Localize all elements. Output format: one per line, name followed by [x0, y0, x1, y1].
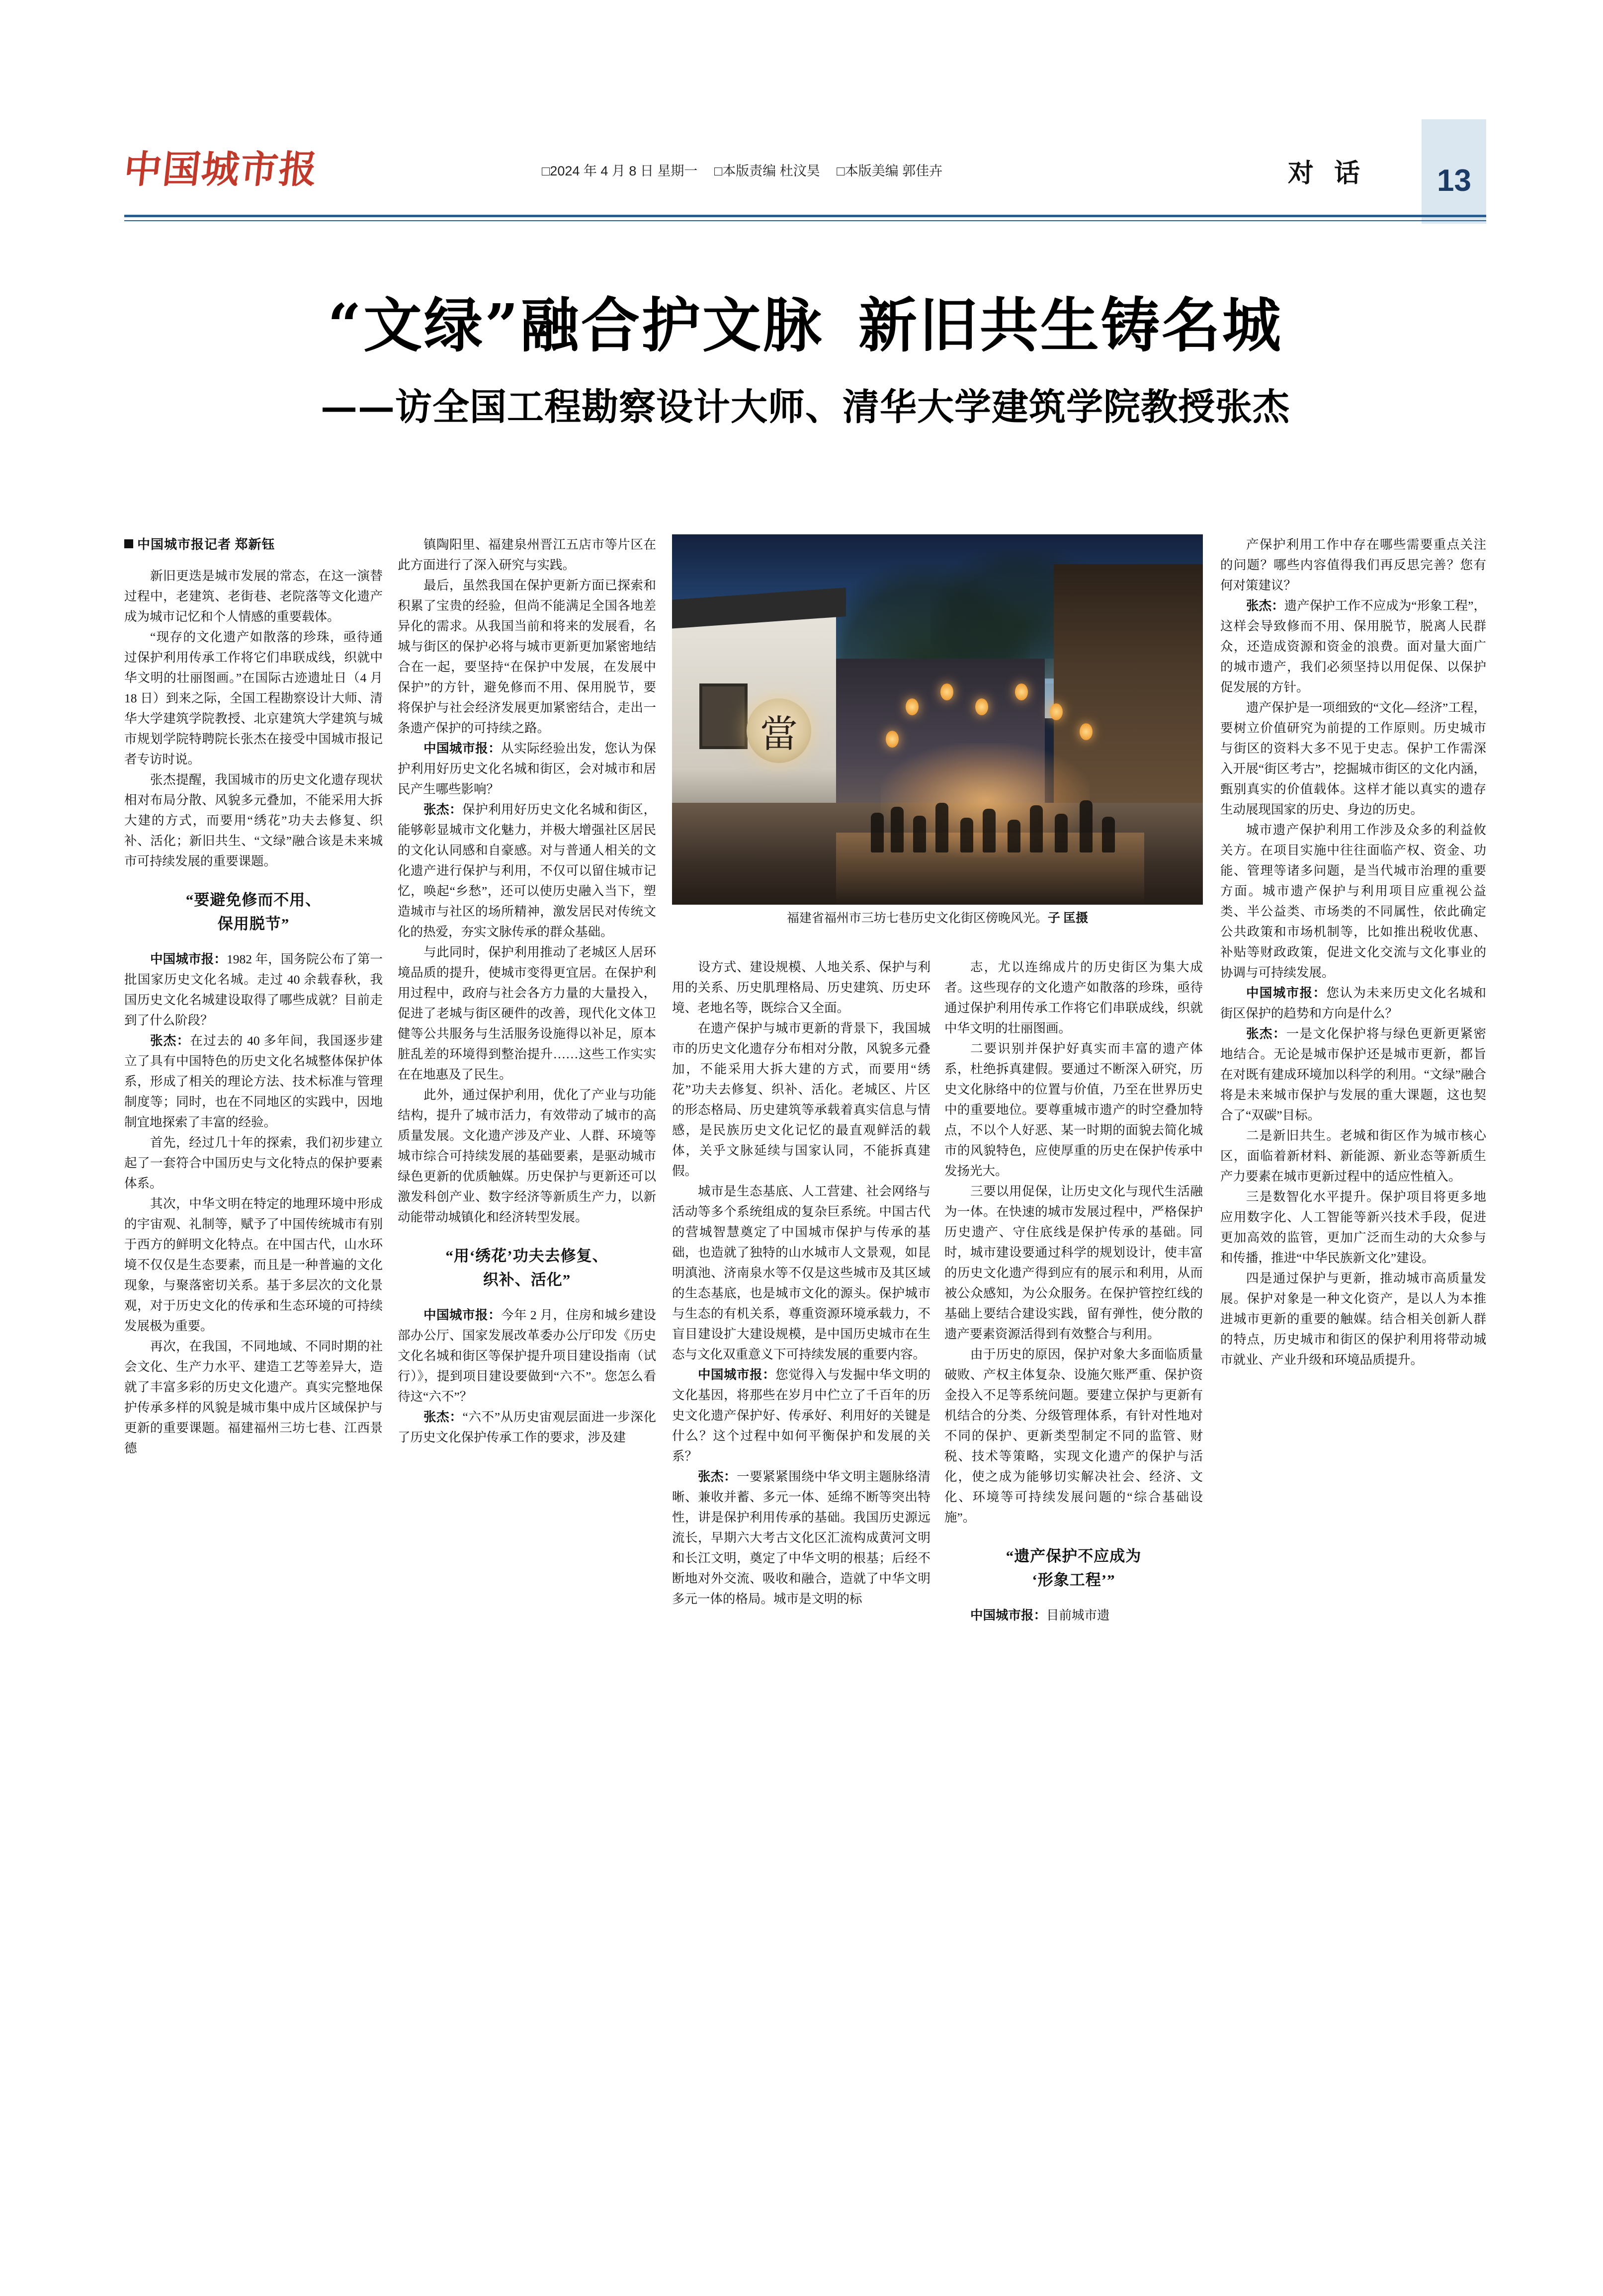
article-column-5	[1220, 534, 1486, 1370]
paragraph: 中国城市报：从实际经验出发，您认为保护利用好历史文化名城和街区，会对城市和居民产生哪些影响？	[398, 741, 656, 796]
photo-person	[1055, 814, 1068, 852]
photo-caption	[672, 908, 1203, 926]
page-title	[124, 278, 1486, 363]
photo-person	[913, 816, 926, 852]
photo-lantern-icon	[886, 731, 899, 748]
photo-lantern-icon	[1050, 703, 1063, 720]
photo-lantern-icon	[1080, 723, 1093, 740]
photo-person	[960, 818, 973, 852]
paragraph: 再次，在我国，不同地域、不同时期的社会文化、生产力水平、建造工艺等差异大，造就了丰富多彩的历史文化遗产。真实完整地保护传承多样的风貌是城市集中成片区域保护与更新的重要课题。福建福州三坊七巷、江西景德	[124, 1339, 383, 1455]
headline-part-2: 新旧共生铸名城	[858, 291, 1283, 360]
paragraph: 志，尤以连绵成片的历史街区为集大成者。这些现存的文化遗产如散落的珍珠，亟待通过保护利用传承工作将它们串联成线，织就中华文明的壮丽图画。	[944, 960, 1203, 1035]
paragraph: 张杰：保护利用好历史文化名城和街区，能够彰显城市文化魅力，并极大增强社区居民的文化认同感和自豪感。对与普通人相关的文化遗产进行保护与利用，不仅可以留住城市记忆，唤起“乡愁”，还可以使历史融入当下，塑造城市与社区的场所精神，激发居民对传统文化的热爱，夯实文脉传承的群众基础。	[398, 802, 656, 939]
photo-crowd	[861, 768, 1119, 852]
page-number: 13	[1437, 164, 1471, 198]
paragraph: 张杰：“六不”从历史宙观层面进一步深化了历史文化保护传承工作的要求，涉及建	[398, 1410, 656, 1445]
paragraph: 城市是生态基底、人工营建、社会网络与活动等多个系统组成的复杂巨系统。中国古代的营城智慧奠定了中国城市保护与传承的基础，也造就了独特的山水城市人文景观，如昆明滇池、济南泉水等不仅是这些城市及其区域的生态基底，也是城市文化的源头。保护城市与生态的有机关系，尊重资源环境承载力，不盲目建设扩大建设规模，是中国历史城市在生态与文化双重意义下可持续发展的重要内容。	[672, 1184, 930, 1361]
masthead-divider-thin	[124, 220, 1486, 221]
paragraph: 张杰：一要紧紧围绕中华文明主题脉络清晰、兼收并蓄、多元一体、延绵不断等突出特性，讲是保护利用传承的基础。我国历史源远流长，早期六大考古文化区汇流构成黄河文明和长江文明，奠定了中华文明的根基；后经不断地对外交流、吸收和融合，造就了中华文明多元一体的格局。城市是文明的标	[672, 1469, 930, 1606]
paragraph: 产保护利用工作中存在哪些需要重点关注的问题？哪些内容值得我们再反思完善？您有何对策建议？	[1220, 537, 1486, 593]
photo-person	[871, 813, 884, 852]
photo-lantern-icon	[1015, 683, 1028, 700]
article-column-1	[124, 534, 383, 1458]
paragraph: 三是数智化水平提升。保护项目将更多地应用数字化、人工智能等新兴技术手段，促进更加高效的监管，更加广泛而生动的大众参与和传播，推进“中华民族新文化”建设。	[1220, 1190, 1486, 1265]
paragraph: 新旧更迭是城市发展的常态，在这一演替过程中，老建筑、老街巷、老院落等文化遗产成为城市记忆和个人情感的重要载体。	[124, 569, 383, 624]
photo-left-window	[699, 683, 748, 749]
photo-pawnshop-sign	[747, 698, 811, 763]
photo-lantern-icon	[906, 698, 919, 715]
photo-person	[1008, 820, 1020, 852]
paragraph: 二是新旧共生。老城和街区作为城市核心区，面临着新材料、新能源、新业态等新质生产力要素在城市更新过程中的适应性植入。	[1220, 1128, 1486, 1184]
section-heading-3: “遗产保护不应成为 ‘形象工程’”	[1006, 1547, 1142, 1589]
section-heading-2: “用‘绣花’功夫去修复、 织补、活化”	[445, 1247, 608, 1288]
page-subtitle: ——访全国工程勘察设计大师、清华大学建筑学院教授张杰	[321, 386, 1290, 428]
paragraph: 设方式、建设规模、人地关系、保护与利用的关系、历史肌理格局、历史建筑、历史环境、老地名等，既综合又全面。	[672, 960, 930, 1015]
paragraph: 中国城市报：1982 年，国务院公布了第一批国家历史文化名城。走过 40 余载春秋，我国历史文化名城建设取得了哪些成就？目前走到了什么阶段？	[124, 952, 383, 1027]
section-title: 对 话	[1287, 160, 1367, 188]
paragraph: 四是通过保护与更新，推动城市高质量发展。保护对象是一种文化资产，是以人为本推进城市更新的重要的触媒。结合相关创新人群的特点，历史城市和街区的保护利用将带动城市就业、产业升级和环境品质提升。	[1220, 1271, 1486, 1367]
paragraph: 与此同时，保护利用推动了老城区人居环境品质的提升，使城市变得更宜居。在保护利用过程中，政府与社会各方力量的大量投入，促进了老城与街区硬件的改善，现代化文体卫健等公共服务与生活服务设施得以补足，原本脏乱差的环境得到整治提升……这些工作实实在在地惠及了民生。	[398, 945, 656, 1082]
byline-text: 中国城市报记者 郑新钰	[137, 537, 275, 552]
photo-person	[1102, 817, 1115, 852]
publication-logo: 中国城市报	[121, 147, 321, 191]
page-editor: □本版责编 杜汶昊	[714, 164, 820, 178]
paragraph: 二要识别并保护好真实而丰富的遗产体系，杜绝拆真建假。要通过不断深入研究，历史文化脉络中的位置与价值，乃至在世界历史中的重要地位。要尊重城市遗产的时空叠加特点，不以个人好恶、某一时期的面貌去简化城市的风貌特色，应使厚重的历史在保护传承中发扬光大。	[944, 1041, 1203, 1178]
article-column-4	[944, 957, 1203, 1625]
paragraph: 张杰提醒，我国城市的历史文化遗存现状相对布局分散、风貌多元叠加，不能采用大拆大建的方式，而要用“绣花”功夫去修复、织补、活化；新旧共生、“文绿”融合该是未来城市可持续发展的重要课题。	[124, 772, 383, 868]
masthead	[121, 139, 1486, 204]
paragraph: 中国城市报：目前城市遗	[970, 1608, 1110, 1622]
paragraph: 在遗产保护与城市更新的背景下，我国城市的历史文化遗存分布相对分散，风貌多元叠加，不能采用大拆大建的方式，而要用“绣花”功夫去修复、织补、活化。老城区、片区的形态格局、历史建筑等承载着真实信息与情感，是民族历史文化记忆的最直观鲜活的载体，关乎文脉延续与国家认同，不能拆真建假。	[672, 1021, 930, 1178]
section-heading-1: “要避免修而不用、 保用脱节”	[185, 891, 322, 933]
paragraph: “现存的文化遗产如散落的珍珠，亟待通过保护利用传承工作将它们串联成线，织就中华文明的壮丽图画。”在国际古迹遗址日（4 月 18 日）到来之际，全国工程勘察设计大师、清华大学建筑学院教授、北京建筑大学建筑与城市规划学院特聘院长张杰在接受中国城市报记者专访时说。	[124, 630, 383, 766]
photo-person	[935, 803, 948, 852]
article-photo-block	[672, 534, 1203, 927]
photo-person	[1030, 805, 1043, 852]
paragraph: 其次，中华文明在特定的地理环境中形成的宇宙观、礼制等，赋予了中国传统城市有别于西方的鲜明文化特点。在中国古代，山水环境不仅仅是生态要素，而且是一种普遍的文化现象，与聚落密切关系。基于多层次的文化景观，对于历史文化的传承和生态环境的可持续发展极为重要。	[124, 1196, 383, 1333]
masthead-divider	[124, 215, 1486, 217]
photo-caption-text: 福建省福州市三坊七巷历史文化街区傍晚风光。	[786, 912, 1048, 925]
masthead-meta	[542, 160, 955, 179]
paragraph: 中国城市报：您认为未来历史文化名城和街区保护的趋势和方向是什么？	[1220, 986, 1486, 1020]
headline-part-1: “文绿”融合护文脉	[328, 291, 824, 360]
photo-person	[1080, 800, 1093, 852]
page-designer: □本版美编 郭佳卉	[837, 164, 943, 178]
article-column-3	[672, 957, 930, 1609]
issue-date: □2024 年 4 月 8 日 星期一	[542, 164, 698, 178]
photo-lantern-icon	[975, 698, 988, 715]
photo-person	[891, 807, 904, 852]
paragraph: 张杰：一是文化保护将与绿色更新更紧密地结合。无论是城市保护还是城市更新，都旨在对既有建成环境加以科学的利用。“文绿”融合将是未来城市保护与发展的重大课题，这也契合了“双碳”目标。	[1220, 1026, 1486, 1122]
paragraph: 遗产保护是一项细致的“文化—经济”工程，要树立价值研究为前提的工作原则。历史城市与街区的资料大多不见于史志。保护工作需深入开展“街区考古”，挖掘城市街区的文化内涵，甄别真实的价值载体。这样才能以真实的遗存生动展现国家的历史、身边的历史。	[1220, 700, 1486, 817]
paragraph: 最后，虽然我国在保护更新方面已探索和积累了宝贵的经验，但尚不能满足全国各地差异化的需求。从我国当前和将来的发展看，名城与街区的保护必将与城市更新更加紧密地结合在一起，要坚持“在保护中发展，在发展中保护”的方针，避免修而不用、保用脱节，要将保护与社会经济发展更加紧密结合，走出一条遗产保护的可持续之路。	[398, 578, 656, 735]
byline	[124, 534, 383, 555]
paragraph: 首先，经过几十年的探索，我们初步建立起了一套符合中国历史与文化特点的保护要素体系。	[124, 1135, 383, 1191]
photo-lantern-icon	[940, 683, 953, 700]
article-column-2	[398, 534, 656, 1447]
street-photo	[672, 534, 1203, 905]
paragraph: 中国城市报：您觉得入与发掘中华文明的文化基因，将那些在岁月中伫立了千百年的历史文化遗产保护好、传承好、利用好的关键是什么？这个过程中如何平衡保护和发展的关系？	[672, 1367, 930, 1463]
paragraph: 此外，通过保护利用，优化了产业与功能结构，提升了城市活力，有效带动了城市的高质量发展。文化遗产涉及产业、人群、环境等城市综合可持续发展的基础要素，是驱动城市绿色更新的优质触媒。历史保护与更新还可以激发科创产业、数字经济等新质生产力，以新动能带动城镇化和经济转型发展。	[398, 1088, 656, 1224]
photo-caption-credit: 子 匡摄	[1047, 912, 1089, 925]
paragraph: 镇陶阳里、福建泉州晋江五店市等片区在此方面进行了深入研究与实践。	[398, 537, 656, 572]
paragraph: 城市遗产保护利用工作涉及众多的利益攸关方。在项目实施中往往面临产权、资金、功能、管理等诸多问题，是当代城市治理的重要方面。城市遗产保护与利用项目应重视公益类、半公益类、市场类的不同属性，依此确定公共政策和市场机制等，比如推出税收优惠、补贴等财政政策，促进文化交流与文化事业的协调与可持续发展。	[1220, 823, 1486, 980]
paragraph: 中国城市报：今年 2 月，住房和城乡建设部办公厅、国家发展改革委办公厅印发《历史文化名城和街区等保护提升项目建设指南（试行）》，提到项目建设要做到“六不”。您怎么看待这“六不”？	[398, 1308, 656, 1404]
paragraph: 张杰：遗产保护工作不应成为“形象工程”，这样会导致修而不用、保用脱节，脱离人民群众，还造成资源和资金的浪费。面对量大面广的城市遗产，我们必须坚持以用促保、以保护促发展的方针。	[1220, 598, 1486, 694]
paragraph: 张杰：在过去的 40 多年间，我国逐步建立了具有中国特色的历史文化名城整体保护体系，形成了相关的理论方法、技术标准与管理制度等；同时，也在不同地区的实践中，因地制宜地探索了丰富的经验。	[124, 1033, 383, 1129]
byline-square-icon	[124, 539, 133, 548]
paragraph: 三要以用促保，让历史文化与现代生活融为一体。在快速的城市发展过程中，严格保护历史遗产、守住底线是保护传承的基础。同时，城市建设要通过科学的规划设计，使丰富的历史文化遗产得到应有的展示和利用，从而被公众感知，为公众服务。在保护管控红线的基础上要结合建设实践，留有弹性，使分散的遗产要素资源活得到有效整合与利用。	[944, 1184, 1203, 1341]
paragraph: 由于历史的原因，保护对象大多面临质量破败、产权主体复杂、设施欠账严重、保护资金投入不足等系统问题。要建立保护与更新有机结合的分类、分级管理体系，有针对性地对不同的保护、更新类型制定不同的监管、财税、技术等策略，实现文化遗产的保护与活化，使之成为能够切实解决社会、经济、文化、环境等可持续发展问题的“综合基础设施”。	[944, 1347, 1203, 1525]
photo-person	[983, 809, 996, 852]
